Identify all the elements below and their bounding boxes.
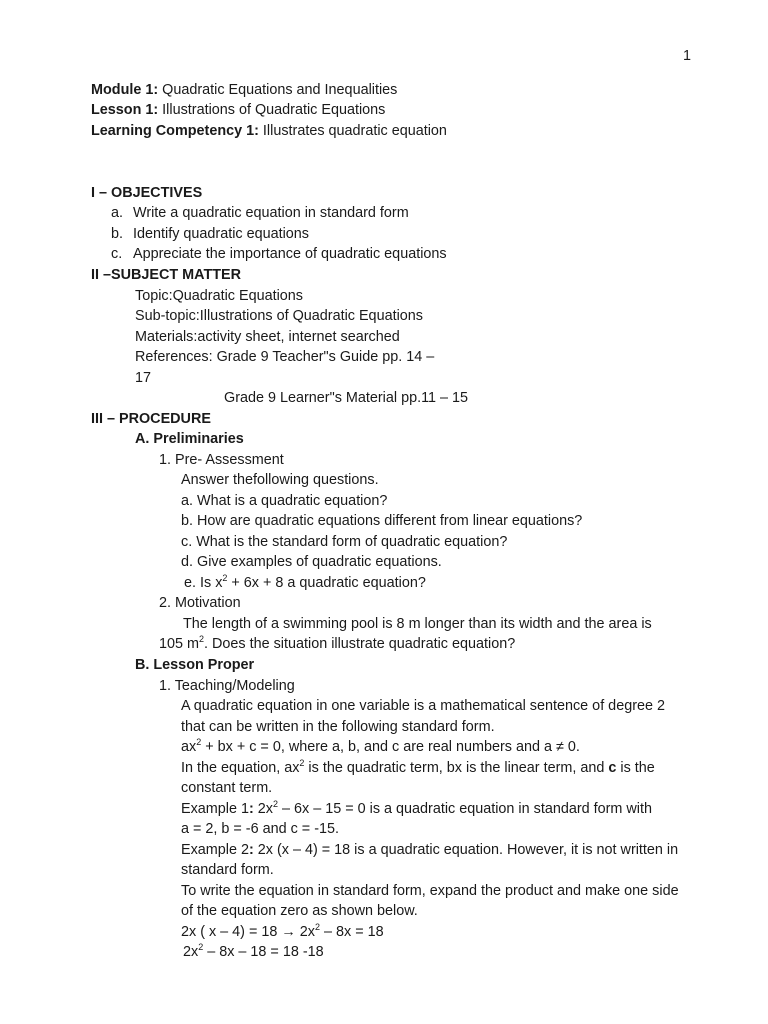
module-label: Module 1: xyxy=(91,82,159,98)
question-c: c. What is the standard form of quadratic equation? xyxy=(181,534,508,550)
preliminaries-heading: A. Preliminaries xyxy=(135,431,244,447)
question-e: e. Is $x^2 + 6x + 8$ a quadratic equation? xyxy=(184,573,426,591)
terms-text-cont: constant term. xyxy=(181,780,273,796)
objectives-heading: I – OBJECTIVES xyxy=(91,185,203,201)
topic: Topic:Quadratic Equations xyxy=(135,288,303,304)
question-b: b. How are quadratic equations different from linear equations? xyxy=(181,513,583,529)
motivation-text-cont: 105 $m^2$. Does the situation illustrate quadratic equation? xyxy=(159,634,516,652)
equation-step-1: 2x ( $x - 4) = 18 \to 2x^2 - 8x = 18$ xyxy=(181,922,384,940)
page-number: 1 xyxy=(683,48,692,64)
subject-matter-heading: II –SUBJECT MATTER xyxy=(91,267,242,283)
example-2-cont: standard form. xyxy=(181,862,274,878)
procedure-heading: III – PROCEDURE xyxy=(91,411,211,427)
example-2: Example 2: 2x (x – 4) = 18 is a quadratic equation. However, it is not written in xyxy=(181,842,679,858)
example-1-cont: a = 2, b = -6 and c = -15. xyxy=(181,821,340,837)
definition-text-cont: that can be written in the following standard form. xyxy=(181,719,495,735)
objective-item: a. xyxy=(111,205,124,221)
objective-item: b. xyxy=(111,226,124,242)
lesson-proper-heading: B. Lesson Proper xyxy=(135,657,255,673)
references-learner: Grade 9 Learner"s Material pp.11 – 15 xyxy=(224,390,469,406)
materials: Materials:activity sheet, internet searched xyxy=(135,329,400,345)
question-d: d. Give examples of quadratic equations. xyxy=(181,554,442,570)
standard-form: $ax^2$ + bx + c = 0, where a, b, and c are real numbers and a ≠ 0. xyxy=(181,737,580,755)
motivation-heading: 2. Motivation xyxy=(159,595,241,611)
references: References: Grade 9 Teacher"s Guide pp. 14 – xyxy=(135,349,435,365)
terms-text: In the equation, $ax^2$ is the quadratic term, bx is the linear term, and c is the xyxy=(181,758,655,776)
objective-item: c. xyxy=(111,246,123,262)
equation-step-2: $2x^2 - 8x - 18 = 18$ -18 xyxy=(183,942,324,960)
lesson-title: Illustrations of Quadratic Equations xyxy=(158,102,386,118)
competency-line xyxy=(91,121,447,142)
instruction: Answer thefollowing questions. xyxy=(181,472,379,488)
definition-text: A quadratic equation in one variable is a mathematical sentence of degree 2 xyxy=(181,698,665,714)
module-title: Quadratic Equations and Inequalities xyxy=(158,82,398,98)
references-cont: 17 xyxy=(135,370,152,386)
competency-text: Illustrates quadratic equation xyxy=(258,123,447,139)
question-a: a. What is a quadratic equation? xyxy=(181,493,388,509)
competency-label: Learning Competency 1: xyxy=(91,123,259,139)
pre-assessment: 1. Pre- Assessment xyxy=(159,452,284,468)
lesson-line xyxy=(91,100,385,121)
objective-text: Appreciate the importance of quadratic equations xyxy=(133,246,447,262)
motivation-text: The length of a swimming pool is 8 m longer than its width and the area is xyxy=(183,616,652,632)
objective-text: Identify quadratic equations xyxy=(133,226,310,242)
teaching-heading: 1. Teaching/Modeling xyxy=(159,678,295,694)
lesson-label: Lesson 1: xyxy=(91,102,159,118)
expand-text: To write the equation in standard form, expand the product and make one side xyxy=(181,883,679,899)
subtopic: Sub-topic:Illustrations of Quadratic Equations xyxy=(135,308,423,324)
objective-text: Write a quadratic equation in standard form xyxy=(133,205,409,221)
example-1: Example 1: $2x^2 - 6x - 15 = 0$ is a quadratic equation in standard form with xyxy=(181,799,652,817)
module-line xyxy=(91,80,397,101)
expand-text-cont: of the equation zero as shown below. xyxy=(181,903,418,919)
